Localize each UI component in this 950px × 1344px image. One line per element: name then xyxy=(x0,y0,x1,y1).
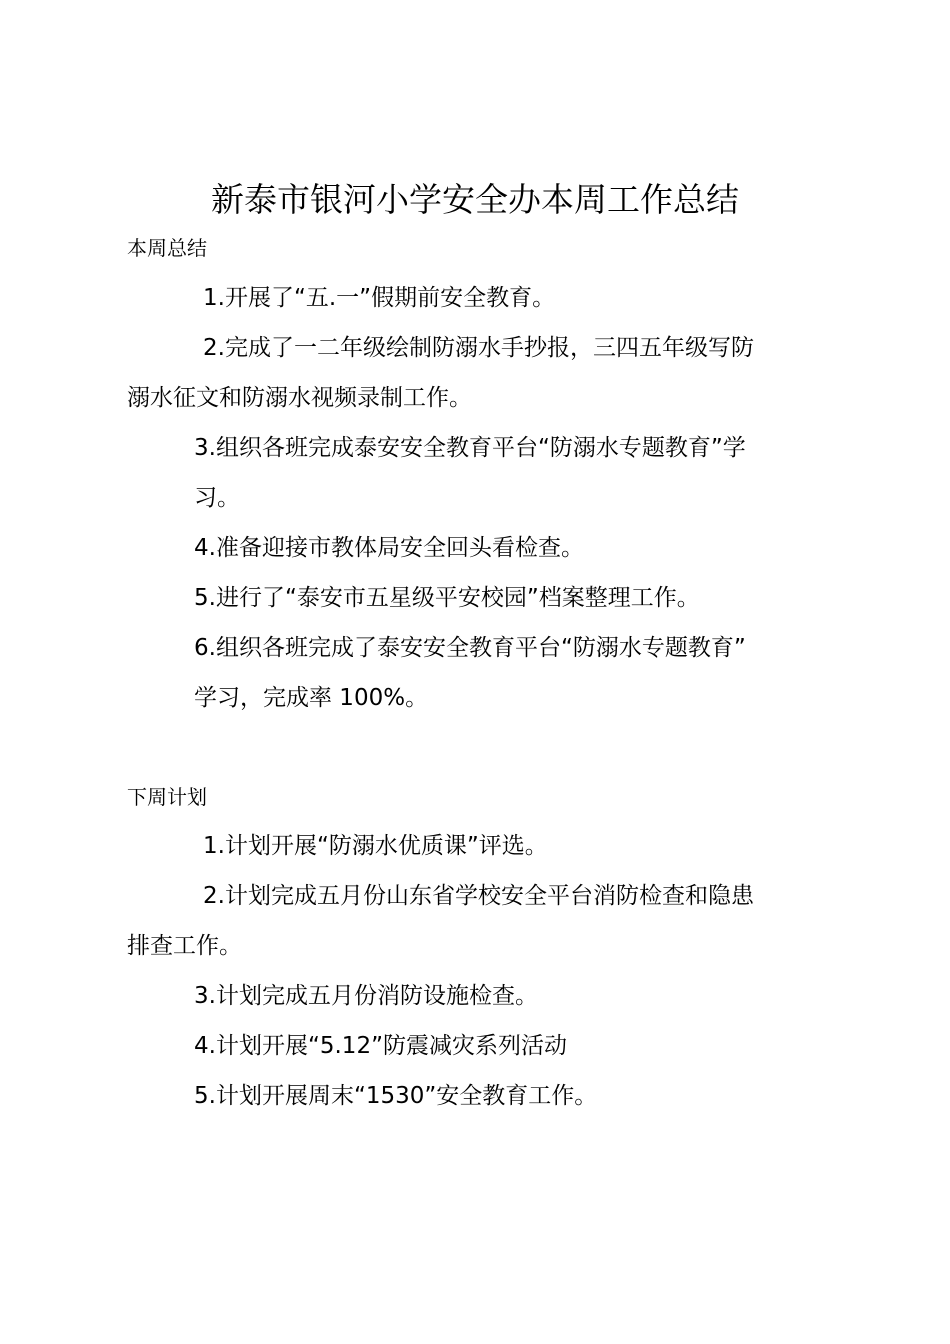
this-week-item-5: 5.进行了“泰安市五星级平安校园”档案整理工作。 xyxy=(194,585,700,611)
next-week-item-1: 1.计划开展“防溺水优质课”评选。 xyxy=(203,833,548,859)
next-week-item-2: 2.计划完成五月份山东省学校安全平台消防检查和隐患 xyxy=(203,883,754,909)
this-week-item-2-cont: 溺水征文和防溺水视频录制工作。 xyxy=(127,385,472,411)
this-week-item-1: 1.开展了“五.一”假期前安全教育。 xyxy=(203,285,556,311)
document-title: 新泰市银河小学安全办本周工作总结 xyxy=(211,180,739,219)
this-week-item-6: 6.组织各班完成了泰安安全教育平台“防溺水专题教育” xyxy=(194,635,746,661)
this-week-item-3: 3.组织各班完成泰安安全教育平台“防溺水专题教育”学 xyxy=(194,435,746,461)
this-week-item-2: 2.完成了一二年级绘制防溺水手抄报，三四五年级写防 xyxy=(203,335,754,361)
next-week-heading: 下周计划 xyxy=(127,785,207,809)
next-week-item-3: 3.计划完成五月份消防设施检查。 xyxy=(194,983,538,1009)
next-week-item-4: 4.计划开展“5.12”防震减灾系列活动 xyxy=(194,1033,567,1059)
this-week-item-4: 4.准备迎接市教体局安全回头看检查。 xyxy=(194,535,584,561)
this-week-heading: 本周总结 xyxy=(127,236,207,260)
next-week-item-2-cont: 排查工作。 xyxy=(127,933,242,959)
next-week-item-5: 5.计划开展周末“1530”安全教育工作。 xyxy=(194,1083,598,1109)
this-week-item-6-cont: 学习，完成率 100%。 xyxy=(194,685,429,711)
this-week-item-3-cont: 习。 xyxy=(194,485,240,511)
